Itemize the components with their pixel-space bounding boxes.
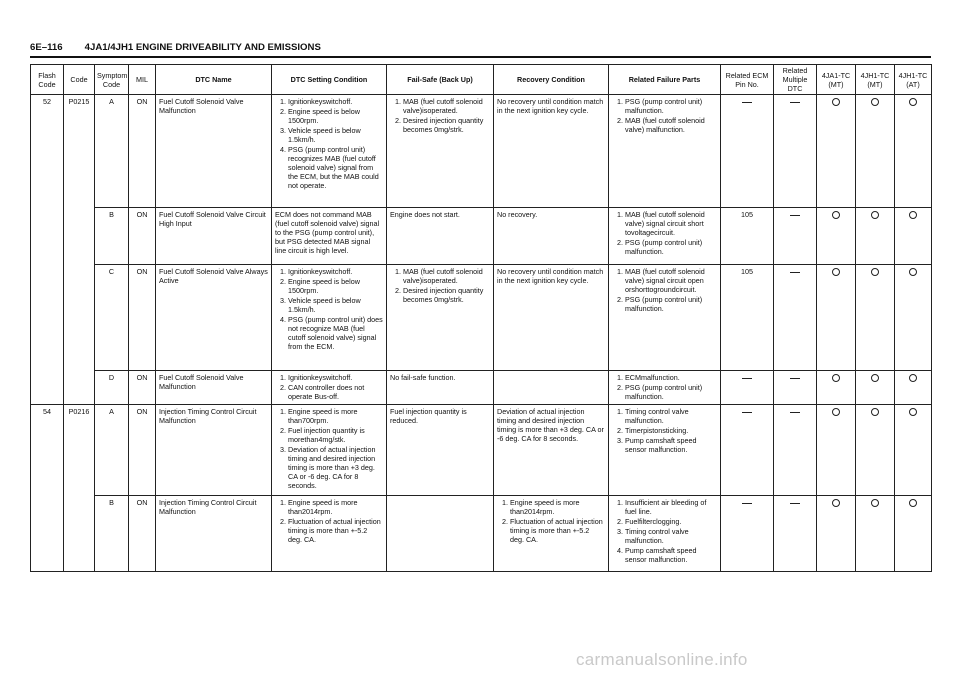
table-row [31,95,932,208]
applicable-circle-icon [909,268,917,276]
failsafe-cell: No fail-safe function. [387,371,494,405]
numbered-list [612,97,717,134]
list-item: 1. MAB (fuel cutoff solenoid valve)isoperated. [403,267,490,285]
list-item: 4. PSG (pump control unit) does not recognize MAB (fuel cutoff solenoid valve) signal from the ECM. [288,315,383,351]
table-row [31,496,932,572]
list-item: 1. Insufficient air bleeding of fuel line. [625,498,717,516]
numbered-list [612,267,717,313]
dash-icon [790,215,800,216]
table-row [31,265,932,371]
ecm-pin-cell: 105 [721,265,774,371]
col-multiple-dtc: Related Multiple DTC [774,65,817,95]
related-parts-cell [609,265,721,371]
applicability-cell [895,371,932,405]
dtc-code-cell: P0216 [64,405,95,572]
list-item: 1. MAB (fuel cutoff solenoid valve) signal circuit open orshorttogroundcircuit. [625,267,717,294]
applicability-cell [895,208,932,265]
applicability-cell [817,405,856,496]
list-item: 4. Pump camshaft speed sensor malfunction. [625,546,717,564]
col-flash-code: Flash Code [31,65,64,95]
symptom-cell: C [95,265,129,371]
recovery-cell: No recovery until condition match in the next ignition key cycle. [494,265,609,371]
list-item: 1. Engine speed is more than700rpm. [288,407,383,425]
multiple-dtc-cell [774,95,817,208]
numbered-list [275,373,383,401]
multiple-dtc-cell [774,496,817,572]
applicability-cell [817,496,856,572]
symptom-cell: A [95,405,129,496]
list-item: 3. Pump camshaft speed sensor malfunction. [625,436,717,454]
multiple-dtc-cell [774,208,817,265]
col-mil: MIL [129,65,156,95]
col-related-failure-parts: Related Failure Parts [609,65,721,95]
list-item: 2. Desired injection quantity becomes 0mg/strk. [403,286,490,304]
related-parts-cell [609,371,721,405]
applicability-cell [856,208,895,265]
applicable-circle-icon [832,499,840,507]
failsafe-cell [387,496,494,572]
mil-cell: ON [129,371,156,405]
applicable-circle-icon [909,408,917,416]
list-item: 2. Desired injection quantity becomes 0mg/strk. [403,116,490,134]
numbered-list [612,210,717,256]
applicable-circle-icon [871,408,879,416]
col-dtc-name: DTC Name [156,65,272,95]
applicability-cell [817,371,856,405]
dash-icon [790,412,800,413]
numbered-list [390,97,490,134]
list-item: 1. ECMmalfunction. [625,373,717,382]
applicable-circle-icon [871,98,879,106]
dtc-name-cell: Fuel Cutoff Solenoid Valve Always Active [156,265,272,371]
applicable-circle-icon [832,374,840,382]
dtc-name-cell: Fuel Cutoff Solenoid Valve Circuit High Input [156,208,272,265]
numbered-list [275,267,383,351]
header-rule [30,56,931,58]
applicability-cell [895,496,932,572]
list-item: 1. Ignitionkeyswitchoff. [288,373,383,382]
dash-icon [742,412,752,413]
related-parts-cell [609,208,721,265]
list-item: 2. PSG (pump control unit) malfunction. [625,383,717,401]
col-fail-safe: Fail-Safe (Back Up) [387,65,494,95]
numbered-list [497,498,605,544]
numbered-list [275,498,383,544]
applicable-circle-icon [871,268,879,276]
applicable-circle-icon [909,374,917,382]
list-item: 1. Ignitionkeyswitchoff. [288,97,383,106]
mil-cell: ON [129,265,156,371]
setting-cell [272,496,387,572]
col-4ja1-tc-mt: 4JA1-TC (MT) [817,65,856,95]
mil-cell: ON [129,405,156,496]
applicability-cell [817,95,856,208]
flash-code-cell: 54 [31,405,64,572]
multiple-dtc-cell [774,265,817,371]
symptom-cell: A [95,95,129,208]
col-setting-condition: DTC Setting Condition [272,65,387,95]
applicability-cell [895,95,932,208]
setting-cell [272,371,387,405]
list-item: 2. Engine speed is below 1500rpm. [288,277,383,295]
col-recovery-condition: Recovery Condition [494,65,609,95]
list-item: 2. Fuel injection quantity is morethan4mg/stk. [288,426,383,444]
list-item: 1. PSG (pump control unit) malfunction. [625,97,717,115]
recovery-cell [494,371,609,405]
numbered-list [612,407,717,454]
col-code: Code [64,65,95,95]
applicable-circle-icon [909,211,917,219]
list-item: 2. Fluctuation of actual injection timing is more than +-5.2 deg. CA. [288,517,383,544]
list-item: 3. Vehicle speed is below 1.5km/h. [288,296,383,314]
applicable-circle-icon [832,408,840,416]
dash-icon [742,102,752,103]
table-row [31,405,932,496]
col-4jh1-tc-at: 4JH1-TC (AT) [895,65,932,95]
list-item: 2. CAN controller does not operate Bus-off. [288,383,383,401]
dash-icon [790,503,800,504]
col-symptom-code: Symptom Code [95,65,129,95]
applicable-circle-icon [871,499,879,507]
dash-icon [742,503,752,504]
failsafe-cell: Engine does not start. [387,208,494,265]
recovery-cell: Deviation of actual injection timing and desired injection timing is more than +3 deg. CA or -6 deg. CA for 8 seconds. [494,405,609,496]
applicability-cell [895,405,932,496]
numbered-list [275,407,383,490]
applicable-circle-icon [871,374,879,382]
recovery-cell [494,496,609,572]
dtc-name-cell: Fuel Cutoff Solenoid Valve Malfunction [156,95,272,208]
multiple-dtc-cell [774,371,817,405]
dash-icon [790,378,800,379]
list-item: 1. Timing control valve malfunction. [625,407,717,425]
ecm-pin-cell [721,371,774,405]
page-number: 6E–116 [30,42,63,53]
numbered-list [275,97,383,190]
related-parts-cell [609,405,721,496]
col-ecm-pin: Related ECM Pin No. [721,65,774,95]
numbered-list [612,373,717,401]
numbered-list [390,267,490,304]
numbered-list [612,498,717,564]
mil-cell: ON [129,496,156,572]
list-item: 3. Timing control valve malfunction. [625,527,717,545]
failsafe-cell: Fuel injection quantity is reduced. [387,405,494,496]
page-header [30,42,930,53]
failsafe-cell [387,265,494,371]
symptom-cell: B [95,496,129,572]
applicability-cell [856,95,895,208]
applicable-circle-icon [909,98,917,106]
list-item: 2. MAB (fuel cutoff solenoid valve) malfunction. [625,116,717,134]
header-row [31,65,932,95]
multiple-dtc-cell [774,405,817,496]
dtc-name-cell: Fuel Cutoff Solenoid Valve Malfunction [156,371,272,405]
page-title: 4JA1/4JH1 ENGINE DRIVEABILITY AND EMISSIONS [84,42,321,53]
setting-cell [272,265,387,371]
related-parts-cell [609,496,721,572]
col-4jh1-tc-mt: 4JH1-TC (MT) [856,65,895,95]
list-item: 1. MAB (fuel cutoff solenoid valve)isoperated. [403,97,490,115]
ecm-pin-cell [721,405,774,496]
applicability-cell [856,265,895,371]
ecm-pin-cell [721,496,774,572]
applicability-cell [856,496,895,572]
applicability-cell [817,208,856,265]
applicability-cell [817,265,856,371]
list-item: 2. Fuelfilterclogging. [625,517,717,526]
table-row [31,371,932,405]
recovery-cell: No recovery. [494,208,609,265]
flash-code-cell: 52 [31,95,64,405]
list-item: 3. Deviation of actual injection timing and desired injection timing is more than +3 deg. CA or -6 deg. CA for 8 seconds. [288,445,383,490]
mil-cell: ON [129,95,156,208]
list-item: 1. Engine speed is more than2014rpm. [288,498,383,516]
symptom-cell: D [95,371,129,405]
list-item: 1. MAB (fuel cutoff solenoid valve) signal circuit short tovoltagecircuit. [625,210,717,237]
watermark: carmanualsonline.info [576,650,748,669]
dtc-name-cell: Injection Timing Control Circuit Malfunction [156,496,272,572]
list-item: 3. Vehicle speed is below 1.5km/h. [288,126,383,144]
dtc-table [30,64,932,572]
applicable-circle-icon [871,211,879,219]
table-body [31,95,932,572]
dash-icon [742,378,752,379]
dtc-name-cell: Injection Timing Control Circuit Malfunction [156,405,272,496]
list-item: 1. Ignitionkeyswitchoff. [288,267,383,276]
applicability-cell [856,405,895,496]
dash-icon [790,272,800,273]
applicable-circle-icon [909,499,917,507]
list-item: 1. Engine speed is more than2014rpm. [510,498,605,516]
list-item: 2. PSG (pump control unit) malfunction. [625,238,717,256]
list-item: 2. Engine speed is below 1500rpm. [288,107,383,125]
applicability-cell [856,371,895,405]
ecm-pin-cell: 105 [721,208,774,265]
setting-cell: ECM does not command MAB (fuel cutoff solenoid valve) signal to the PSG (pump control unit), but PSG detected MAB signal line circuit is high level. [272,208,387,265]
applicable-circle-icon [832,268,840,276]
related-parts-cell [609,95,721,208]
ecm-pin-cell [721,95,774,208]
list-item: 2. Timerpistonsticking. [625,426,717,435]
symptom-cell: B [95,208,129,265]
failsafe-cell [387,95,494,208]
mil-cell: ON [129,208,156,265]
list-item: 2. PSG (pump control unit) malfunction. [625,295,717,313]
setting-cell [272,405,387,496]
table-row [31,208,932,265]
applicability-cell [895,265,932,371]
dash-icon [790,102,800,103]
applicable-circle-icon [832,98,840,106]
recovery-cell: No recovery until condition match in the next ignition key cycle. [494,95,609,208]
list-item: 4. PSG (pump control unit) recognizes MAB (fuel cutoff solenoid valve) signal from the ECM, but the MAB could not operate. [288,145,383,190]
list-item: 2. Fluctuation of actual injection timing is more than +-5.2 deg. CA. [510,517,605,544]
setting-cell [272,95,387,208]
applicable-circle-icon [832,211,840,219]
dtc-code-cell: P0215 [64,95,95,405]
